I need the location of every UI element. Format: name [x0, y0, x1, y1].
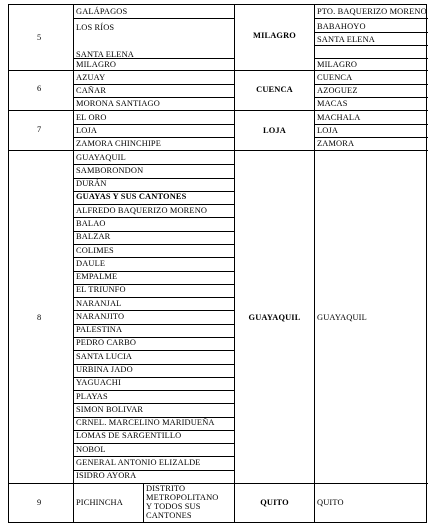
row-border	[9, 70, 428, 71]
cell-border	[314, 97, 428, 98]
province-cell: SANTA LUCIA	[76, 351, 133, 361]
district-line: DISTRITO	[146, 484, 186, 493]
province-cell: PLAYAS	[76, 391, 108, 401]
cell-border	[314, 137, 428, 138]
province-cell: ISIDRO AYORA	[76, 471, 137, 481]
column-divider	[314, 5, 315, 522]
province-cell: PEDRO CARBO	[76, 338, 137, 348]
office-cell: GUAYAQUIL	[248, 313, 301, 322]
office-cell: LOJA	[263, 126, 286, 135]
province-cell: ALFREDO BAQUERIZO MORENO	[76, 205, 208, 215]
district-line: Y TODOS SUS	[146, 502, 201, 511]
city-cell: SANTA ELENA	[317, 35, 375, 44]
province-cell: NARANJAL	[76, 298, 122, 308]
row-border	[9, 150, 428, 151]
cell-border	[314, 58, 428, 59]
province-cell: URBINA JADO	[76, 365, 133, 374]
regional-offices-table	[8, 4, 427, 523]
province-cell: CRNEL. MARCELINO MARIDUEÑA	[76, 418, 215, 428]
province-cell: DAULE	[76, 258, 106, 268]
row-border	[9, 110, 428, 111]
row-number: 6	[37, 84, 42, 93]
province-cell: LOS RÍOS	[76, 23, 115, 32]
province-cell: GENERAL ANTONIO ELIZALDE	[76, 457, 201, 467]
province-cell: ZAMORA CHINCHIPE	[76, 139, 161, 148]
cell-border	[73, 97, 234, 98]
city-cell: LOJA	[317, 126, 339, 135]
province-cell: COLIMES	[76, 245, 114, 255]
province-cell: EL ORO	[76, 113, 107, 122]
province-cell: SAMBORONDON	[76, 165, 144, 175]
column-divider	[143, 484, 144, 522]
province-cell: BALZAR	[76, 232, 111, 242]
cell-border	[73, 18, 234, 19]
province-cell: BALAO	[76, 218, 106, 228]
province-cell: MILAGRO	[76, 60, 117, 69]
province-cell: LOMAS DE SARGENTILLO	[76, 431, 182, 441]
row-number: 7	[37, 125, 42, 134]
column-divider	[234, 5, 235, 522]
column-divider	[73, 5, 74, 522]
city-cell: CUENCA	[317, 73, 353, 82]
cell-border	[73, 137, 234, 138]
row-number: 5	[37, 33, 42, 42]
province-cell: DURÁN	[76, 179, 107, 189]
office-cell: CUENCA	[256, 85, 293, 94]
row-number: 8	[37, 313, 42, 322]
province-cell: CAÑAR	[76, 86, 107, 95]
province-cell: AZUAY	[76, 73, 106, 82]
province-cell: MORONA SANTIAGO	[76, 99, 160, 108]
city-cell: ZAMORA	[317, 139, 355, 148]
province-cell: GUAYAQUIL	[76, 152, 126, 162]
province-cell: EL TRIUNFO	[76, 285, 126, 295]
district-line: CANTONES	[146, 511, 192, 520]
province-cell: SANTA ELENA	[76, 50, 134, 59]
province-cell: GUAYAS Y SUS CANTONES	[76, 192, 187, 202]
province-cell: GALÁPAGOS	[76, 7, 128, 16]
cell-border	[314, 18, 428, 19]
province-cell: NARANJITO	[76, 311, 125, 321]
province-cell: PICHINCHA	[76, 498, 123, 507]
city-cell: MACHALA	[317, 113, 361, 122]
province-cell: PALESTINA	[76, 325, 123, 335]
cell-border	[314, 45, 428, 46]
city-cell: QUITO	[317, 498, 344, 507]
cell-border	[73, 124, 234, 125]
cell-border	[73, 84, 234, 85]
province-cell: LOJA	[76, 126, 98, 135]
city-cell: AZOGUEZ	[317, 86, 358, 95]
office-cell: QUITO	[260, 498, 289, 507]
district-line: METROPOLITANO	[146, 493, 219, 502]
city-cell: MACAS	[317, 99, 348, 108]
city-cell: PTO. BAQUERIZO MORENO	[317, 7, 427, 16]
cell-border	[314, 124, 428, 125]
province-cell: YAGUACHI	[76, 378, 121, 388]
city-cell: GUAYAQUIL	[317, 313, 367, 322]
city-cell: MILAGRO	[317, 60, 358, 69]
city-cell: BABAHOYO	[317, 22, 366, 31]
office-cell: MILAGRO	[253, 31, 296, 40]
province-cell: NOBOL	[76, 444, 106, 454]
province-cell: SIMON BOLIVAR	[76, 404, 144, 414]
cell-border	[314, 32, 428, 33]
row-number: 9	[37, 498, 42, 507]
province-cell: EMPALME	[76, 272, 118, 281]
cell-border	[314, 84, 428, 85]
row-border	[9, 483, 428, 484]
